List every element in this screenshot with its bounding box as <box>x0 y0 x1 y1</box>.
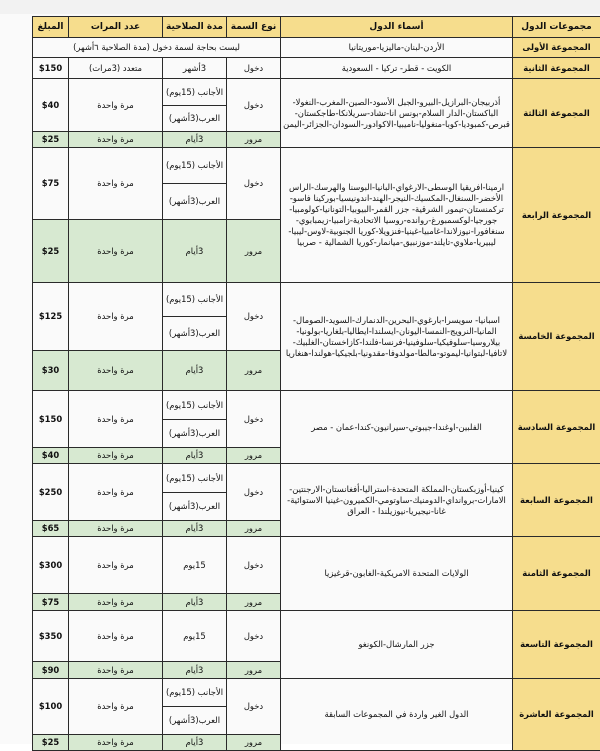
group4-countries: ارمينا-افريقيا الوسطى-الارغواي-البانيا-البوسنا والهرسك-الراس الأخضر-السنغال-المكسيك-النيجر-الهند-اندونيسيا-بوركينا فاسو-تركمنستان-تيمور الشرقية- جزر القمر-البيوبيا-التونانيا-كولومبيا-جورجيا-لوكسمبورغ-روانده-روسيا الاتحادية-زامبيا-زيمبابوي-سنغافورا-نيوزلاندا-غامبيا-غينيا-فنزويلا-كوريا الجنوبية-لاوس-ليبيا-ليبيريا-ملاوي-تايلند-موزنبيق-ميانمار-كوريا الشمالية - صربيا <box>281 148 513 283</box>
group5-entry-entries: مرة واحدة <box>69 283 163 351</box>
group4-entry-entries: مرة واحدة <box>69 148 163 220</box>
group6-entry-type: دخول <box>227 391 281 448</box>
group5-entry-price: $125 <box>33 283 69 351</box>
group5-transit-type: مرور <box>227 351 281 391</box>
group10-validity-arab: العرب(3أشهر) <box>163 707 227 735</box>
header-price: المبلغ <box>33 17 69 38</box>
group1-row <box>33 38 600 58</box>
group9-transit-price: $90 <box>33 662 69 679</box>
group8-entry-entries: مرة واحدة <box>69 537 163 594</box>
group3-entry-entries: مرة واحدة <box>69 79 163 132</box>
group6-transit-price: $40 <box>33 448 69 464</box>
group4-transit-validity: 3أيام <box>163 220 227 283</box>
group7-entry-type: دخول <box>227 464 281 521</box>
group3-entry-row1 <box>33 79 600 106</box>
group3-name: المجموعة الثالثة <box>513 79 600 148</box>
group7-validity-foreign: الأجانب (15يوم) <box>163 464 227 493</box>
visa-fee-table <box>32 16 600 751</box>
group6-transit-validity: 3أيام <box>163 448 227 464</box>
group1-note: ليست بحاجة لسمة دخول (مدة الصلاحية ٦أشهر) <box>33 38 281 58</box>
group10-transit-entries: مرة واحدة <box>69 735 163 751</box>
group9-name: المجموعة التاسعة <box>513 611 600 679</box>
header-validity: مدة الصلاحية <box>163 17 227 38</box>
group9-entry-type: دخول <box>227 611 281 662</box>
group2-entries: متعدد (3مرات) <box>69 58 163 79</box>
group5-countries: اسبانيا- سويسرا-بارغوي-البحرين-الدنمارك-السويد-الصومال-المانيا-النرويج-النمسا-اليونان-ايسلندا-ايطاليا-بلغاريا-بولونيا-بيلاروسيا-سلوفيكيا-سلوفينيا-فرنسا-فلندا-كازاخستان-الغلبيك-لاتافيا-لبتوانيا-ليموتو-مالطا-مولدوفا-مقدونيا-بلجيكيا-هولندا-هنغاريا <box>281 283 513 391</box>
group6-transit-type: مرور <box>227 448 281 464</box>
group2-validity: 3أشهر <box>163 58 227 79</box>
group1-countries: الأردن-لبنان-ماليزيا-موريتانيا <box>281 38 513 58</box>
group6-name: المجموعة السادسة <box>513 391 600 464</box>
group5-validity-foreign: الأجانب (15يوم) <box>163 283 227 317</box>
group9-entry-price: $350 <box>33 611 69 662</box>
group8-transit-price: $75 <box>33 594 69 611</box>
group1-name: المجموعة الأولى <box>513 38 600 58</box>
group5-entry-type: دخول <box>227 283 281 351</box>
group10-entry-price: $100 <box>33 679 69 735</box>
group8-countries: الولايات المتحدة الامريكية-الغابون-قرغيزيا <box>281 537 513 611</box>
group5-transit-entries: مرة واحدة <box>69 351 163 391</box>
group7-validity-arab: العرب(3أشهر) <box>163 493 227 521</box>
group2-name: المجموعة الثانية <box>513 58 600 79</box>
group9-entry-row <box>33 611 600 662</box>
group4-transit-price: $25 <box>33 220 69 283</box>
group10-name: المجموعة العاشرة <box>513 679 600 751</box>
group7-transit-price: $65 <box>33 521 69 537</box>
group2-type: دخول <box>227 58 281 79</box>
group9-countries: جزر المارشال-الكونغو <box>281 611 513 679</box>
group8-validity: 15يوم <box>163 537 227 594</box>
group4-transit-type: مرور <box>227 220 281 283</box>
group7-transit-validity: 3أيام <box>163 521 227 537</box>
group4-validity-arab: العرب(3أشهر) <box>163 184 227 220</box>
group10-transit-validity: 3أيام <box>163 735 227 751</box>
header-group: مجموعات الدول <box>513 17 600 38</box>
group7-name: المجموعة السابعة <box>513 464 600 537</box>
group6-entry-entries: مرة واحدة <box>69 391 163 448</box>
group9-transit-entries: مرة واحدة <box>69 662 163 679</box>
top-edge <box>0 0 600 14</box>
group6-validity-foreign: الأجانب (15يوم) <box>163 391 227 420</box>
group9-transit-validity: 3أيام <box>163 662 227 679</box>
group6-entry-row1 <box>33 391 600 420</box>
group7-transit-entries: مرة واحدة <box>69 521 163 537</box>
group5-name: المجموعة الخامسة <box>513 283 600 391</box>
group4-entry-row1 <box>33 148 600 184</box>
group6-entry-price: $150 <box>33 391 69 448</box>
group10-entry-row1 <box>33 679 600 707</box>
group2-row <box>33 58 600 79</box>
group8-transit-type: مرور <box>227 594 281 611</box>
group9-entry-entries: مرة واحدة <box>69 611 163 662</box>
group4-entry-type: دخول <box>227 148 281 220</box>
group5-transit-price: $30 <box>33 351 69 391</box>
group3-validity-arab: العرب(3أشهر) <box>163 106 227 132</box>
group9-validity: 15يوم <box>163 611 227 662</box>
group2-countries: الكويت - قطر- تركيا - السعودية <box>281 58 513 79</box>
group7-transit-type: مرور <box>227 521 281 537</box>
group4-name: المجموعة الرابعة <box>513 148 600 283</box>
group8-transit-validity: 3أيام <box>163 594 227 611</box>
group3-transit-type: مرور <box>227 132 281 148</box>
group3-entry-type: دخول <box>227 79 281 132</box>
header-countries: أسماء الدول <box>281 17 513 38</box>
group10-entry-entries: مرة واحدة <box>69 679 163 735</box>
group5-transit-validity: 3أيام <box>163 351 227 391</box>
group8-entry-price: $300 <box>33 537 69 594</box>
group10-countries: الدول الغير واردة في المجموعات السابقة <box>281 679 513 751</box>
group7-entry-price: $250 <box>33 464 69 521</box>
group7-entry-entries: مرة واحدة <box>69 464 163 521</box>
group4-transit-entries: مرة واحدة <box>69 220 163 283</box>
group3-transit-validity: 3أيام <box>163 132 227 148</box>
group9-transit-type: مرور <box>227 662 281 679</box>
group8-name: المجموعة الثامنة <box>513 537 600 611</box>
group7-entry-row1 <box>33 464 600 493</box>
group7-countries: كينيا-أوزبكستان-المملكة المتحدة-استراليا-أفغانستان-الارجنتين-الامارات-بروانداي-الدومنيك-ساوتومي-الكميرون-غينيا الاستوائية-غانا-نيجيريا-نيوزيلندا - العراق <box>281 464 513 537</box>
group3-validity-foreign: الأجانب (15يوم) <box>163 79 227 106</box>
group3-transit-entries: مرة واحدة <box>69 132 163 148</box>
group5-validity-arab: العرب(3أشهر) <box>163 317 227 351</box>
group4-validity-foreign: الأجانب (15يوم) <box>163 148 227 184</box>
header-row <box>33 17 600 38</box>
group8-transit-entries: مرة واحدة <box>69 594 163 611</box>
group10-entry-type: دخول <box>227 679 281 735</box>
group8-entry-type: دخول <box>227 537 281 594</box>
group6-validity-arab: العرب(3أشهر) <box>163 420 227 448</box>
group3-entry-price: $40 <box>33 79 69 132</box>
header-visa-type: نوع السمة <box>227 17 281 38</box>
group6-countries: الفلبين-اوغندا-جيبوتي-سيرانيون-كندا-عمان - مصر <box>281 391 513 464</box>
group8-entry-row <box>33 537 600 594</box>
group6-transit-entries: مرة واحدة <box>69 448 163 464</box>
group10-validity-foreign: الأجانب (15يوم) <box>163 679 227 707</box>
group4-entry-price: $75 <box>33 148 69 220</box>
group3-countries: أذربيجان-البرازيل-البيرو-الجبل الأسود-الصين-المغرب-النغولا-الباكستان-الدار السلام-بونس انا-تشاد-سريلانكا-طاجكستان-قبرص-كمبوديا-كوبا-منغوليا-ناميبيا-الاكوادور-السودان-الجزائر-اليمن <box>281 79 513 148</box>
group5-entry-row1 <box>33 283 600 317</box>
group3-transit-price: $25 <box>33 132 69 148</box>
group10-transit-type: مرور <box>227 735 281 751</box>
header-entries: عدد المرات <box>69 17 163 38</box>
group2-price: $150 <box>33 58 69 79</box>
group10-transit-price: $25 <box>33 735 69 751</box>
